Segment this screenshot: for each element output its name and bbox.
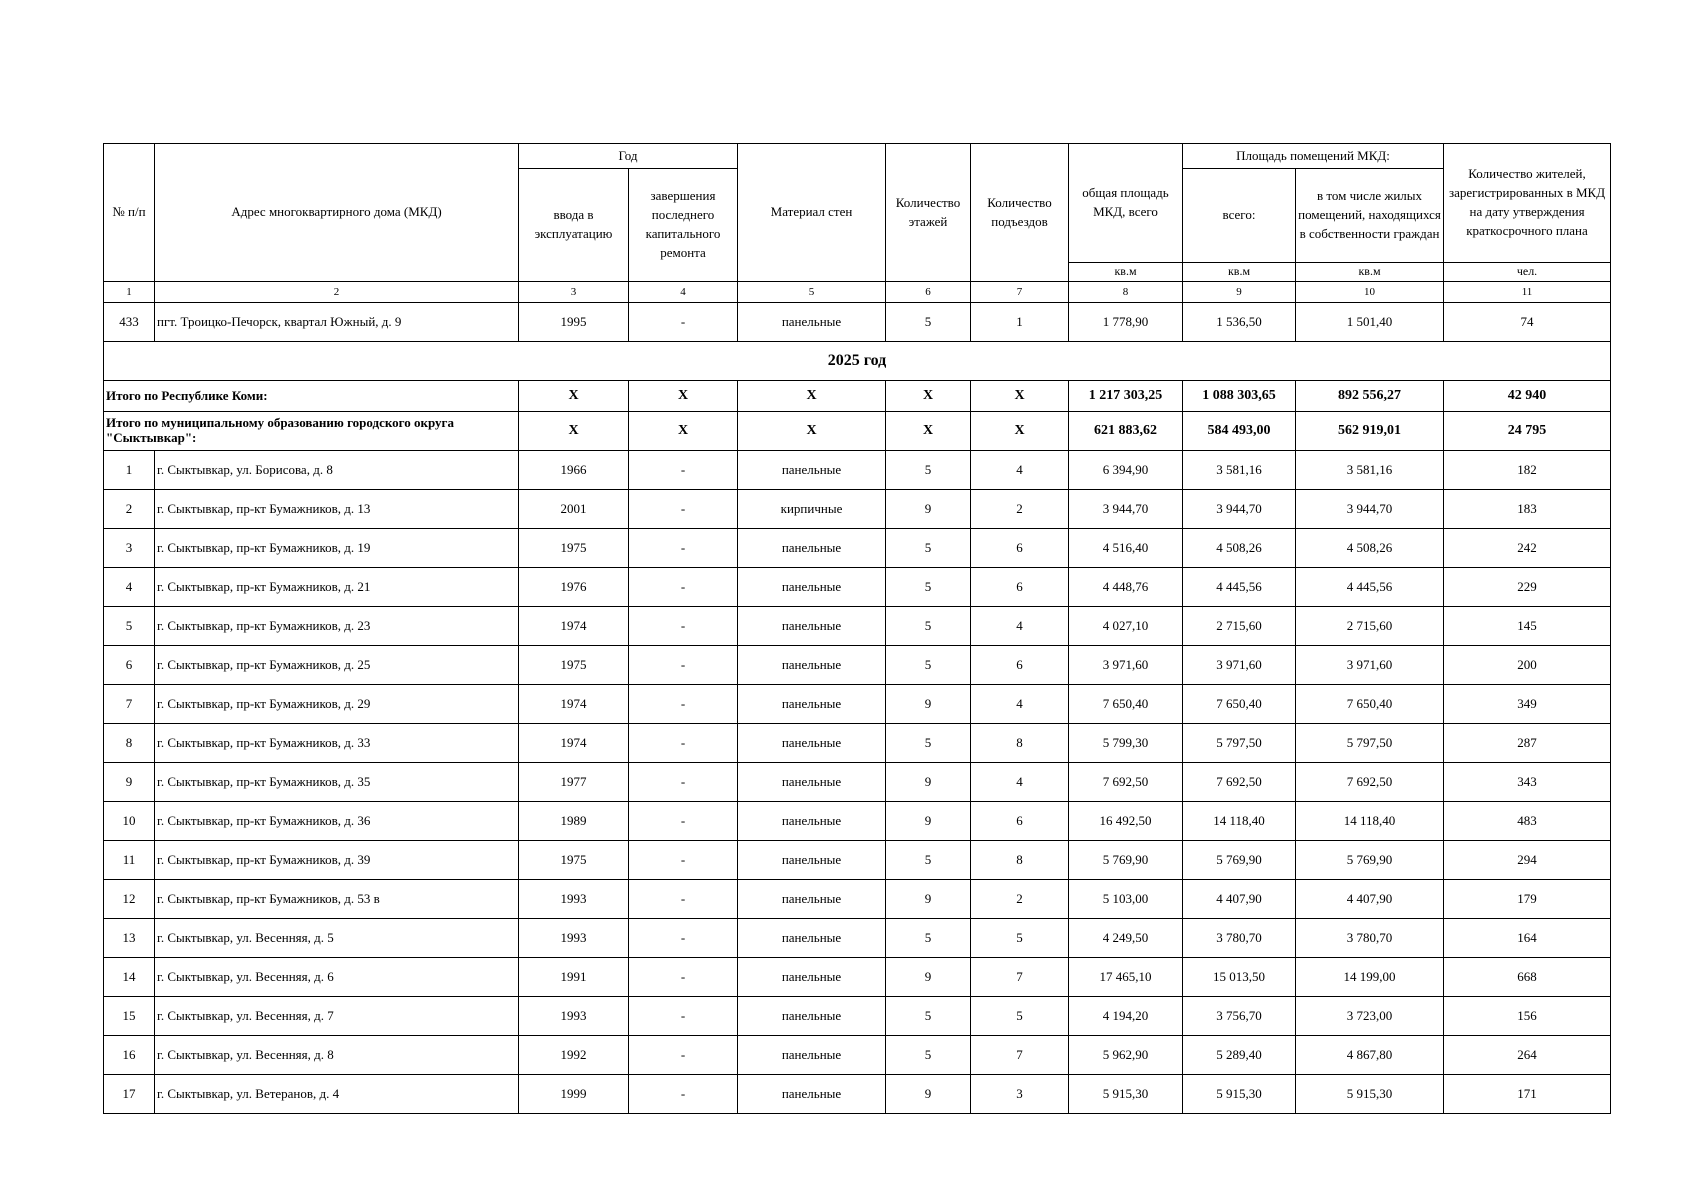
year-section-heading: 2025 год [104,342,1611,381]
col-number: 4 [629,282,738,303]
row-year-commission: 1993 [519,880,629,919]
row-entrances: 1 [971,303,1069,342]
row-wall-material: панельные [738,1075,886,1114]
row-year-repair: - [629,841,738,880]
row-entrances: 8 [971,724,1069,763]
row-entrances: 4 [971,451,1069,490]
row-total-area: 5 799,30 [1069,724,1183,763]
row-year-commission: 1977 [519,763,629,802]
header-address: Адрес многоквартирного дома (МКД) [155,144,519,282]
row-wall-material: панельные [738,607,886,646]
row-year-commission: 1992 [519,1036,629,1075]
row-residents: 145 [1444,607,1611,646]
row-total-area: 16 492,50 [1069,802,1183,841]
total-x: X [629,412,738,451]
column-number-row [104,282,1611,303]
row-residents: 156 [1444,997,1611,1036]
row-address: г. Сыктывкар, пр-кт Бумажников, д. 39 [155,841,519,880]
header-total-area: общая площадь МКД, всего [1069,144,1183,263]
row-floors: 5 [886,568,971,607]
header-residents: Количество жителей, зарегистрированных в МКД на дату утверждения краткосрочного плана [1444,144,1611,263]
col-number: 2 [155,282,519,303]
row-entrances: 5 [971,997,1069,1036]
row-address: г. Сыктывкар, пр-кт Бумажников, д. 19 [155,529,519,568]
row-year-commission: 1974 [519,685,629,724]
header-premises-residential: в том числе жилых помещений, находящихся в собственности граждан [1296,169,1444,263]
row-premises-all: 1 536,50 [1183,303,1296,342]
row-year-repair: - [629,529,738,568]
table-row [104,685,1611,724]
row-entrances: 4 [971,685,1069,724]
row-wall-material: панельные [738,802,886,841]
row-wall-material: панельные [738,919,886,958]
row-entrances: 2 [971,490,1069,529]
header-num: № п/п [104,144,155,282]
row-premises-all: 4 407,90 [1183,880,1296,919]
header-premises-all: всего: [1183,169,1296,263]
table-row [104,880,1611,919]
row-address: г. Сыктывкар, пр-кт Бумажников, д. 23 [155,607,519,646]
row-premises-res: 5 915,30 [1296,1075,1444,1114]
total-x: X [738,381,886,412]
row-floors: 9 [886,880,971,919]
total-x: X [886,412,971,451]
table-row [104,724,1611,763]
table-row [104,568,1611,607]
unit-all: кв.м [1183,263,1296,282]
row-year-repair: - [629,568,738,607]
row-entrances: 6 [971,529,1069,568]
row-residents: 182 [1444,451,1611,490]
row-total-area: 6 394,90 [1069,451,1183,490]
row-wall-material: панельные [738,529,886,568]
total-area: 621 883,62 [1069,412,1183,451]
row-number: 15 [104,997,155,1036]
row-year-repair: - [629,607,738,646]
row-entrances: 7 [971,1036,1069,1075]
row-year-commission: 1966 [519,451,629,490]
row-total-area: 4 194,20 [1069,997,1183,1036]
row-address: г. Сыктывкар, ул. Весенняя, д. 7 [155,997,519,1036]
row-total-area: 4 249,50 [1069,919,1183,958]
row-total-area: 4 516,40 [1069,529,1183,568]
row-year-commission: 1975 [519,841,629,880]
table-row [104,1036,1611,1075]
row-number: 13 [104,919,155,958]
row-floors: 5 [886,451,971,490]
row-number: 17 [104,1075,155,1114]
table-row [104,997,1611,1036]
row-number: 10 [104,802,155,841]
row-premises-res: 4 445,56 [1296,568,1444,607]
total-label: Итого по Республике Коми: [104,381,519,412]
col-number: 11 [1444,282,1611,303]
row-premises-res: 3 581,16 [1296,451,1444,490]
table-row [104,841,1611,880]
row-year-repair: - [629,490,738,529]
table-row [104,958,1611,997]
row-entrances: 6 [971,568,1069,607]
row-entrances: 2 [971,880,1069,919]
row-wall-material: панельные [738,763,886,802]
col-number: 7 [971,282,1069,303]
row-year-repair: - [629,802,738,841]
header-year-group: Год [519,144,738,169]
row-floors: 5 [886,724,971,763]
row-wall-material: панельные [738,997,886,1036]
row-premises-all: 5 769,90 [1183,841,1296,880]
row-premises-all: 2 715,60 [1183,607,1296,646]
row-floors: 9 [886,490,971,529]
row-total-area: 7 692,50 [1069,763,1183,802]
row-premises-all: 3 944,70 [1183,490,1296,529]
table-row [104,802,1611,841]
row-number: 8 [104,724,155,763]
total-x: X [519,381,629,412]
row-residents: 483 [1444,802,1611,841]
header-floors: Количество этажей [886,144,971,282]
row-number: 9 [104,763,155,802]
row-year-commission: 2001 [519,490,629,529]
row-premises-res: 1 501,40 [1296,303,1444,342]
row-address: г. Сыктывкар, пр-кт Бумажников, д. 53 в [155,880,519,919]
row-premises-res: 4 867,80 [1296,1036,1444,1075]
row-year-commission: 1974 [519,724,629,763]
row-premises-all: 7 692,50 [1183,763,1296,802]
row-year-repair: - [629,303,738,342]
row-premises-all: 15 013,50 [1183,958,1296,997]
row-residents: 287 [1444,724,1611,763]
row-wall-material: панельные [738,841,886,880]
row-number: 6 [104,646,155,685]
row-year-commission: 1974 [519,607,629,646]
total-x: X [738,412,886,451]
row-number: 5 [104,607,155,646]
total-premises-res: 892 556,27 [1296,381,1444,412]
row-total-area: 4 448,76 [1069,568,1183,607]
total-area: 1 217 303,25 [1069,381,1183,412]
col-number: 9 [1183,282,1296,303]
total-premises-res: 562 919,01 [1296,412,1444,451]
row-number: 11 [104,841,155,880]
row-address: г. Сыктывкар, пр-кт Бумажников, д. 21 [155,568,519,607]
row-residents: 242 [1444,529,1611,568]
row-residents: 229 [1444,568,1611,607]
row-year-repair: - [629,685,738,724]
row-residents: 171 [1444,1075,1611,1114]
row-premises-all: 5 915,30 [1183,1075,1296,1114]
row-number: 1 [104,451,155,490]
row-number: 433 [104,303,155,342]
row-residents: 349 [1444,685,1611,724]
row-entrances: 4 [971,763,1069,802]
row-premises-all: 4 508,26 [1183,529,1296,568]
col-number: 1 [104,282,155,303]
table-row [104,646,1611,685]
row-premises-res: 7 650,40 [1296,685,1444,724]
row-year-commission: 1975 [519,529,629,568]
row-year-repair: - [629,451,738,490]
table-row [104,451,1611,490]
row-residents: 164 [1444,919,1611,958]
row-wall-material: панельные [738,451,886,490]
row-wall-material: панельные [738,303,886,342]
row-year-repair: - [629,880,738,919]
row-year-repair: - [629,997,738,1036]
row-premises-all: 5 797,50 [1183,724,1296,763]
row-premises-res: 4 407,90 [1296,880,1444,919]
col-number: 6 [886,282,971,303]
row-premises-all: 7 650,40 [1183,685,1296,724]
col-number: 5 [738,282,886,303]
row-entrances: 6 [971,802,1069,841]
row-residents: 294 [1444,841,1611,880]
row-number: 12 [104,880,155,919]
row-year-commission: 1993 [519,997,629,1036]
row-entrances: 8 [971,841,1069,880]
row-premises-res: 7 692,50 [1296,763,1444,802]
row-floors: 5 [886,919,971,958]
row-total-area: 3 944,70 [1069,490,1183,529]
row-residents: 200 [1444,646,1611,685]
row-entrances: 3 [971,1075,1069,1114]
row-year-commission: 1975 [519,646,629,685]
table-row [104,607,1611,646]
row-address: г. Сыктывкар, ул. Весенняя, д. 6 [155,958,519,997]
row-total-area: 1 778,90 [1069,303,1183,342]
row-floors: 5 [886,607,971,646]
row-premises-all: 3 971,60 [1183,646,1296,685]
row-premises-res: 2 715,60 [1296,607,1444,646]
row-premises-res: 3 944,70 [1296,490,1444,529]
row-premises-res: 4 508,26 [1296,529,1444,568]
housing-table [103,143,1611,1114]
row-number: 7 [104,685,155,724]
total-premises-all: 1 088 303,65 [1183,381,1296,412]
row-floors: 5 [886,1036,971,1075]
row-year-commission: 1989 [519,802,629,841]
row-entrances: 7 [971,958,1069,997]
row-wall-material: панельные [738,958,886,997]
row-residents: 264 [1444,1036,1611,1075]
row-year-commission: 1995 [519,303,629,342]
col-number: 3 [519,282,629,303]
table-row [104,303,1611,342]
row-address: г. Сыктывкар, пр-кт Бумажников, д. 13 [155,490,519,529]
row-floors: 5 [886,997,971,1036]
row-floors: 9 [886,1075,971,1114]
row-address: пгт. Троицко-Печорск, квартал Южный, д. 9 [155,303,519,342]
row-number: 4 [104,568,155,607]
row-total-area: 4 027,10 [1069,607,1183,646]
row-premises-res: 3 971,60 [1296,646,1444,685]
row-year-repair: - [629,724,738,763]
row-wall-material: панельные [738,880,886,919]
row-premises-all: 4 445,56 [1183,568,1296,607]
row-premises-res: 14 199,00 [1296,958,1444,997]
row-total-area: 7 650,40 [1069,685,1183,724]
row-floors: 9 [886,802,971,841]
row-year-repair: - [629,958,738,997]
row-floors: 9 [886,958,971,997]
row-floors: 5 [886,303,971,342]
row-address: г. Сыктывкар, ул. Ветеранов, д. 4 [155,1075,519,1114]
row-total-area: 5 103,00 [1069,880,1183,919]
header-entrances: Количество подъездов [971,144,1069,282]
row-residents: 183 [1444,490,1611,529]
row-year-repair: - [629,1075,738,1114]
row-address: г. Сыктывкар, ул. Весенняя, д. 5 [155,919,519,958]
unit-res: кв.м [1296,263,1444,282]
row-number: 16 [104,1036,155,1075]
row-year-commission: 1991 [519,958,629,997]
table-row [104,1075,1611,1114]
total-x: X [519,412,629,451]
table-row [104,490,1611,529]
row-wall-material: кирпичные [738,490,886,529]
row-premises-res: 3 780,70 [1296,919,1444,958]
total-row-komi [104,381,1611,412]
row-floors: 5 [886,841,971,880]
row-address: г. Сыктывкар, пр-кт Бумажников, д. 29 [155,685,519,724]
header-year-commission: ввода в эксплуатацию [519,169,629,282]
row-wall-material: панельные [738,685,886,724]
total-x: X [971,381,1069,412]
row-residents: 668 [1444,958,1611,997]
row-year-commission: 1993 [519,919,629,958]
row-residents: 179 [1444,880,1611,919]
row-year-commission: 1976 [519,568,629,607]
row-address: г. Сыктывкар, пр-кт Бумажников, д. 36 [155,802,519,841]
unit-total: кв.м [1069,263,1183,282]
row-premises-all: 3 581,16 [1183,451,1296,490]
row-premises-all: 5 289,40 [1183,1036,1296,1075]
total-row-syktyvkar [104,412,1611,451]
row-year-repair: - [629,646,738,685]
row-residents: 74 [1444,303,1611,342]
row-address: г. Сыктывкар, ул. Весенняя, д. 8 [155,1036,519,1075]
row-premises-all: 14 118,40 [1183,802,1296,841]
header-wall-material: Материал стен [738,144,886,282]
row-address: г. Сыктывкар, пр-кт Бумажников, д. 35 [155,763,519,802]
row-premises-res: 14 118,40 [1296,802,1444,841]
row-year-repair: - [629,763,738,802]
row-total-area: 5 769,90 [1069,841,1183,880]
row-floors: 5 [886,529,971,568]
row-floors: 5 [886,646,971,685]
table-row [104,763,1611,802]
row-floors: 9 [886,685,971,724]
table-row [104,529,1611,568]
row-number: 3 [104,529,155,568]
row-total-area: 3 971,60 [1069,646,1183,685]
table-row [104,919,1611,958]
total-x: X [629,381,738,412]
row-entrances: 6 [971,646,1069,685]
row-residents: 343 [1444,763,1611,802]
row-total-area: 5 962,90 [1069,1036,1183,1075]
row-number: 14 [104,958,155,997]
row-floors: 9 [886,763,971,802]
row-wall-material: панельные [738,568,886,607]
row-address: г. Сыктывкар, пр-кт Бумажников, д. 25 [155,646,519,685]
total-residents: 24 795 [1444,412,1611,451]
row-address: г. Сыктывкар, ул. Борисова, д. 8 [155,451,519,490]
row-premises-res: 5 797,50 [1296,724,1444,763]
row-premises-res: 5 769,90 [1296,841,1444,880]
total-x: X [886,381,971,412]
total-x: X [971,412,1069,451]
unit-people: чел. [1444,263,1611,282]
row-premises-res: 3 723,00 [1296,997,1444,1036]
row-entrances: 4 [971,607,1069,646]
row-year-commission: 1999 [519,1075,629,1114]
total-residents: 42 940 [1444,381,1611,412]
header-premises-group: Площадь помещений МКД: [1183,144,1444,169]
col-number: 8 [1069,282,1183,303]
row-wall-material: панельные [738,646,886,685]
row-year-repair: - [629,1036,738,1075]
total-label: Итого по муниципальному образованию городского округа "Сыктывкар": [104,412,519,451]
row-premises-all: 3 780,70 [1183,919,1296,958]
total-premises-all: 584 493,00 [1183,412,1296,451]
row-entrances: 5 [971,919,1069,958]
row-address: г. Сыктывкар, пр-кт Бумажников, д. 33 [155,724,519,763]
row-total-area: 5 915,30 [1069,1075,1183,1114]
row-number: 2 [104,490,155,529]
col-number: 10 [1296,282,1444,303]
row-wall-material: панельные [738,724,886,763]
row-total-area: 17 465,10 [1069,958,1183,997]
row-premises-all: 3 756,70 [1183,997,1296,1036]
header-year-repair: завершения последнего капитального ремонта [629,169,738,282]
row-year-repair: - [629,919,738,958]
row-wall-material: панельные [738,1036,886,1075]
